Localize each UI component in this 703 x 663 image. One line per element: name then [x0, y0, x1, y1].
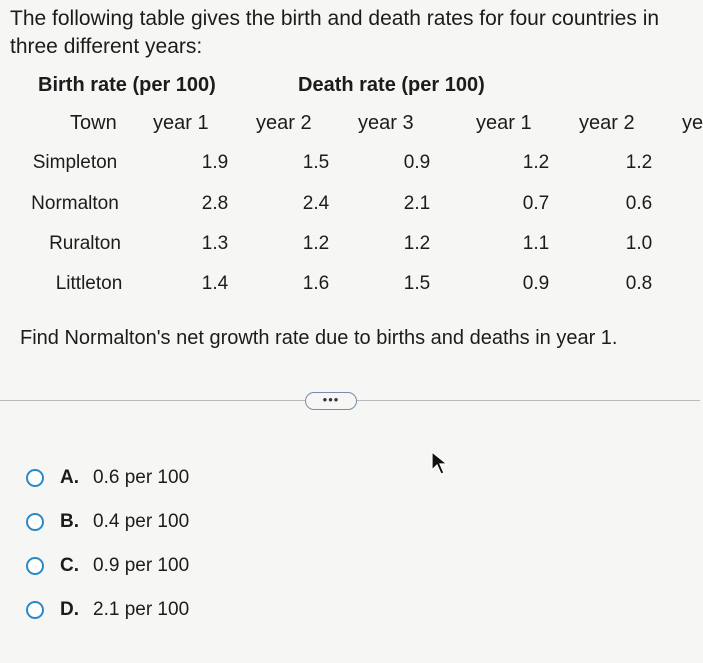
more-button[interactable]: ••• — [305, 392, 357, 410]
option-c[interactable] — [26, 553, 189, 579]
table-cell: 2.8 — [201, 193, 229, 214]
radio-a[interactable] — [26, 469, 44, 487]
table-cell: 1.6 — [302, 273, 330, 294]
death-rate-header: Death rate (per 100) — [298, 74, 485, 96]
intro-text: The following table gives the birth and death rates for four countries in three different years: — [10, 7, 660, 58]
radio-b[interactable] — [26, 513, 44, 531]
col-header-death-year-2: year 2 — [579, 112, 635, 134]
table-cell: 1.5 — [403, 273, 431, 294]
table-row-town: Normalton — [31, 193, 119, 214]
option-text: 0.4 per 100 — [93, 511, 190, 532]
radio-c[interactable] — [26, 557, 44, 575]
table-cell: 1.3 — [201, 233, 229, 254]
table-cell: 1.4 — [201, 273, 229, 294]
table-cell: 0.8 — [625, 273, 653, 294]
birth-rate-header: Birth rate (per 100) — [38, 74, 216, 96]
option-letter: D. — [60, 599, 79, 620]
table-cell: 1.0 — [625, 233, 653, 254]
col-header-birth-year-1: year 1 — [153, 112, 209, 134]
table-cell: 1.5 — [302, 152, 330, 173]
table-row-town: Ruralton — [49, 233, 121, 254]
option-b[interactable] — [26, 509, 189, 535]
table-row-town: Littleton — [55, 273, 123, 294]
question-text: Find Normalton's net growth rate due to births and deaths in year 1. — [20, 327, 618, 349]
col-header-birth-year-3: year 3 — [358, 112, 414, 134]
table-cell: 0.6 — [625, 193, 653, 214]
option-letter: A. — [60, 467, 79, 488]
table-cell: 1.2 — [302, 233, 330, 254]
option-letter: B. — [60, 511, 79, 532]
radio-d[interactable] — [26, 601, 44, 619]
option-text: 0.9 per 100 — [93, 555, 190, 576]
col-header-birth-year-2: year 2 — [256, 112, 312, 134]
table-cell: 0.9 — [522, 273, 550, 294]
table-row-town: Simpleton — [32, 152, 118, 173]
col-header-death-year-1: year 1 — [476, 112, 532, 134]
option-a[interactable] — [26, 465, 189, 491]
table-cell: 2.4 — [302, 193, 330, 214]
table-cell: 1.2 — [522, 152, 550, 173]
town-header: Town — [70, 112, 117, 134]
table-cell: 2.1 — [403, 193, 431, 214]
table-cell: 0.7 — [522, 193, 550, 214]
col-header-death-year-3-partial: ye — [682, 112, 703, 134]
table-cell: 1.9 — [201, 152, 229, 173]
option-text: 0.6 per 100 — [93, 467, 190, 488]
table-cell: 0.9 — [403, 152, 431, 173]
mouse-pointer-icon — [430, 450, 450, 476]
table-cell: 1.1 — [522, 233, 550, 254]
option-d[interactable] — [26, 597, 189, 623]
table-cell: 1.2 — [625, 152, 653, 173]
option-text: 2.1 per 100 — [93, 599, 190, 620]
option-letter: C. — [60, 555, 79, 576]
table-cell: 1.2 — [403, 233, 431, 254]
